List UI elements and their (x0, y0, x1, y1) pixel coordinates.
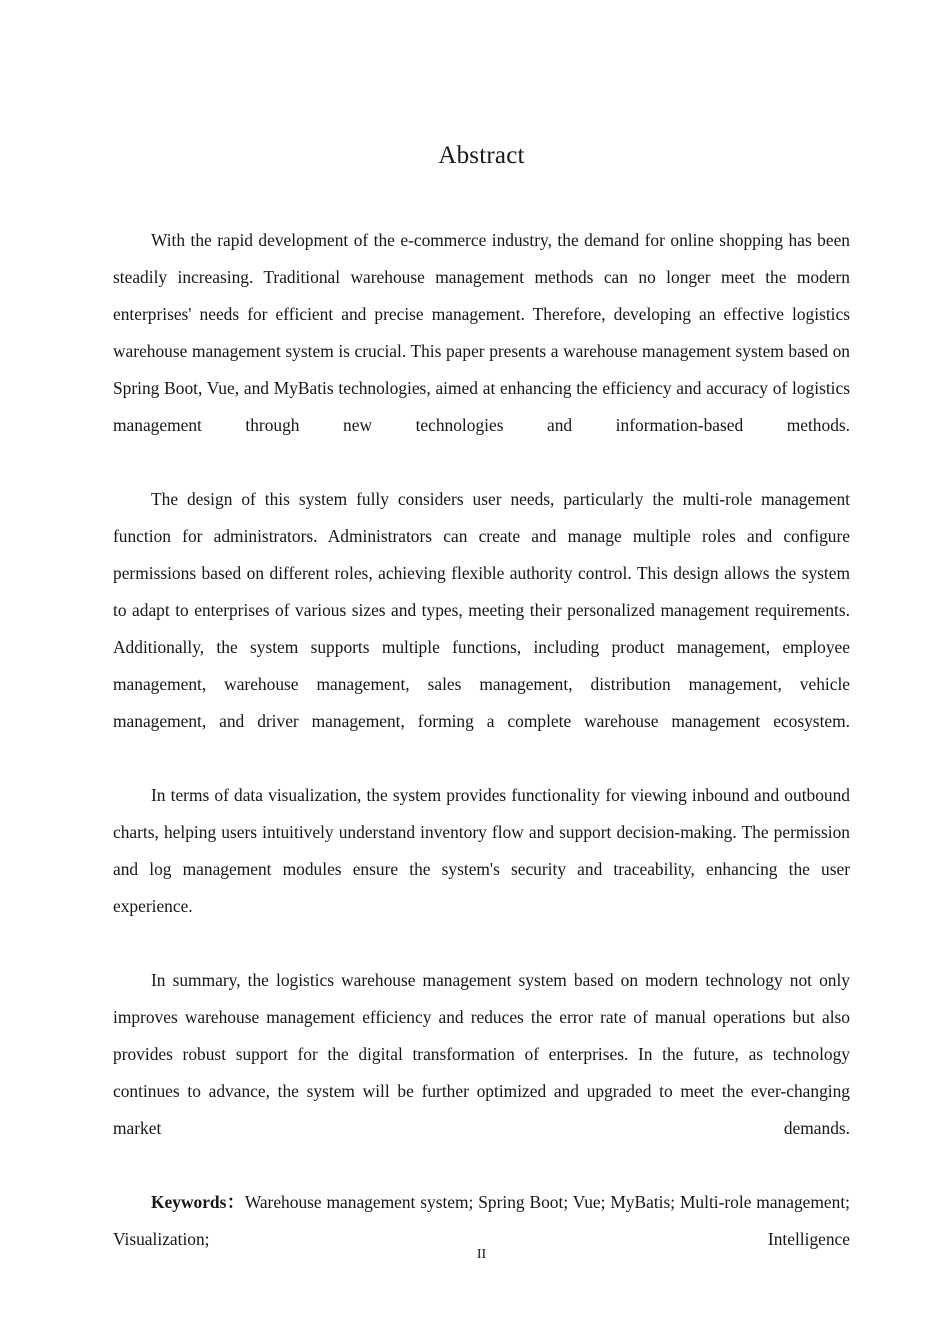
paragraph-summary: In summary, the logistics warehouse management system based on modern technology not only improves warehouse management efficiency and reduces the error rate of manual operations but also provides robust support for the digital transformation of enterprises. In the future, as technology continues to advance, the system will be further optimized and upgraded to meet the ever-changing market demands. (113, 970, 850, 1138)
page-number-footer: II (476, 1247, 487, 1262)
keywords-line (113, 1184, 850, 1295)
keywords-label: Keywords (151, 1192, 227, 1212)
keywords-values: Warehouse management system; Spring Boot; Vue; MyBatis; Multi-role management; Visualization; Intelligence (113, 1192, 850, 1249)
paragraph-intro: With the rapid development of the e-commerce industry, the demand for online shopping has been steadily increasing. Traditional warehouse management methods can no longer meet the modern enterprises' needs for efficient and precise management. Therefore, developing an effective logistics warehouse management system is crucial. This paper presents a warehouse management system based on Spring Boot, Vue, and MyBatis technologies, aimed at enhancing the efficiency and accuracy of logistics management through new technologies and information-based methods. (113, 230, 850, 435)
keywords-colon: ： (226, 1192, 245, 1212)
abstract-body (113, 222, 850, 1295)
page-title: Abstract (438, 141, 525, 169)
paragraph-design: The design of this system fully considers user needs, particularly the multi-role management function for administrators. Administrators can create and manage multiple roles and configure permissions based on different roles, achieving flexible authority control. This design allows the system to adapt to enterprises of various sizes and types, meeting their personalized management requirements. Additionally, the system supports multiple functions, including product management, employee management, warehouse management, sales management, distribution management, vehicle management, and driver management, forming a complete warehouse management ecosystem. (113, 489, 850, 731)
paragraph-visualization: In terms of data visualization, the system provides functionality for viewing inbound and outbound charts, helping users intuitively understand inventory flow and support decision-making. The permission and log management modules ensure the system's security and traceability, enhancing the user experience. (113, 785, 850, 916)
